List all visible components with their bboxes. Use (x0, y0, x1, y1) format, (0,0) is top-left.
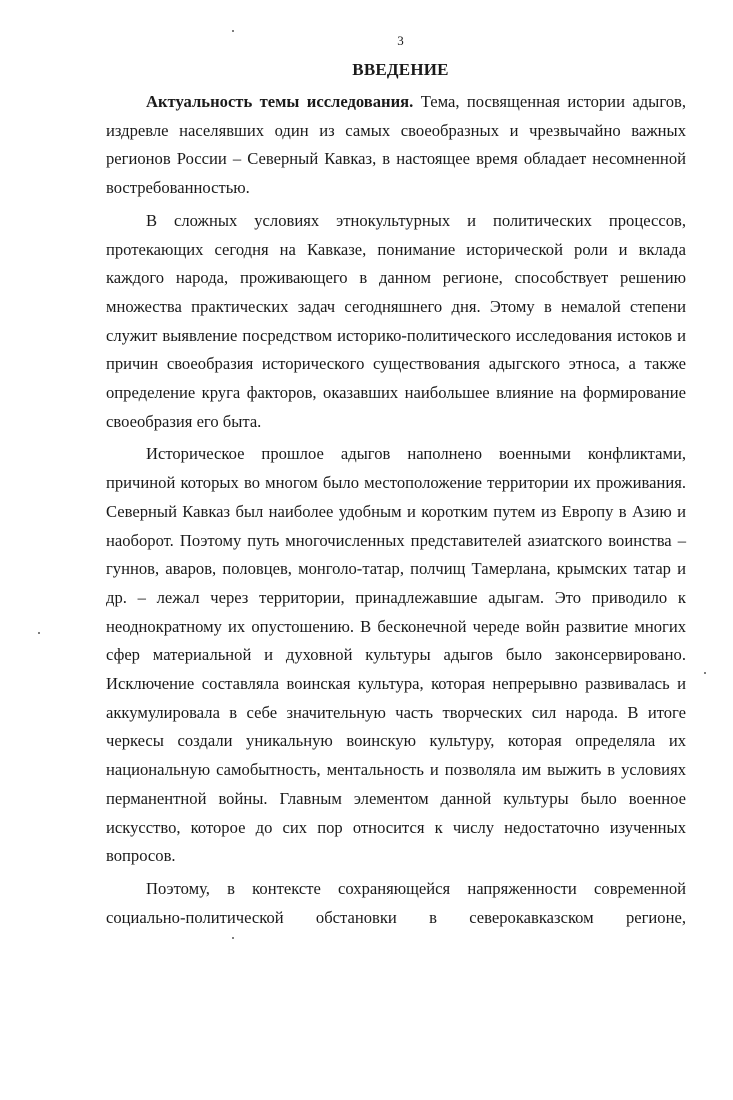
paragraph-text: Историческое прошлое адыгов наполнено военными конфликтами, причиной которых во многом было местоположение территории их проживания. Северный Кавказ был наиболее удобным и коротким путем из Европу в Азию и наоборот. Поэтому путь многочисленных представителей азиатского воинства – гуннов, аваров, половцев, монголо-татар, полчищ Тамерлана, крымских татар и др. – лежал через территории, принадлежавшие адыгам. Это приводило к неоднократному их опустошению. В бесконечной череде войн развитие многих сфер материальной и духовной культуры адыгов было законсервировано. Исключение составляла воинская культура, которая непрерывно развивалась и аккумулировала в себе значительную часть творческих сил народа. В итоге черкесы создали уникальную воинскую культуру, которая определяла их национальную самобытность, ментальность и позволяла им выжить в условиях перманентной войны. Главным элементом данной культуры было военное искусство, которое до сих пор относится к числу недостаточно изученных вопросов. (106, 444, 686, 866)
scan-speck (232, 937, 234, 939)
paragraph-text: Поэтому, в контексте сохраняющейся напряженности современной социально-политической обстановки в северокавказском регионе, (106, 878, 686, 927)
paragraph-context (106, 207, 686, 437)
body-text (106, 88, 686, 932)
scan-speck (232, 30, 234, 32)
scan-speck (704, 672, 706, 674)
section-heading: ВВЕДЕНИЕ (352, 60, 449, 79)
scan-speck (38, 632, 40, 634)
paragraph-history (106, 440, 686, 871)
paragraph-lead: Актуальность темы исследования. (146, 92, 414, 111)
paragraph-text: В сложных условиях этнокультурных и политических процессов, протекающих сегодня на Кавказе, понимание исторической роли и вклада каждого народа, проживающего в данном регионе, способствует решению множества практических задач сегодняшнего дня. Этому в немалой степени служит выявление посредством историко-политического исследования истоков и причин своеобразия исторического существования адыгского этноса, а также определение круга факторов, оказавших наибольшее влияние на формирование своеобразия его быта. (106, 210, 686, 431)
paragraph-text: Тема, посвященная истории адыгов, издревле населявших один из самых своеобразных и чрезвычайно важных регионов России – Северный Кавказ, в настоящее время обладает несомненной востребованностью. (106, 92, 686, 198)
page-number: 3 (397, 33, 404, 48)
paragraph-conclusion (106, 875, 686, 932)
paragraph-relevance (106, 88, 686, 203)
